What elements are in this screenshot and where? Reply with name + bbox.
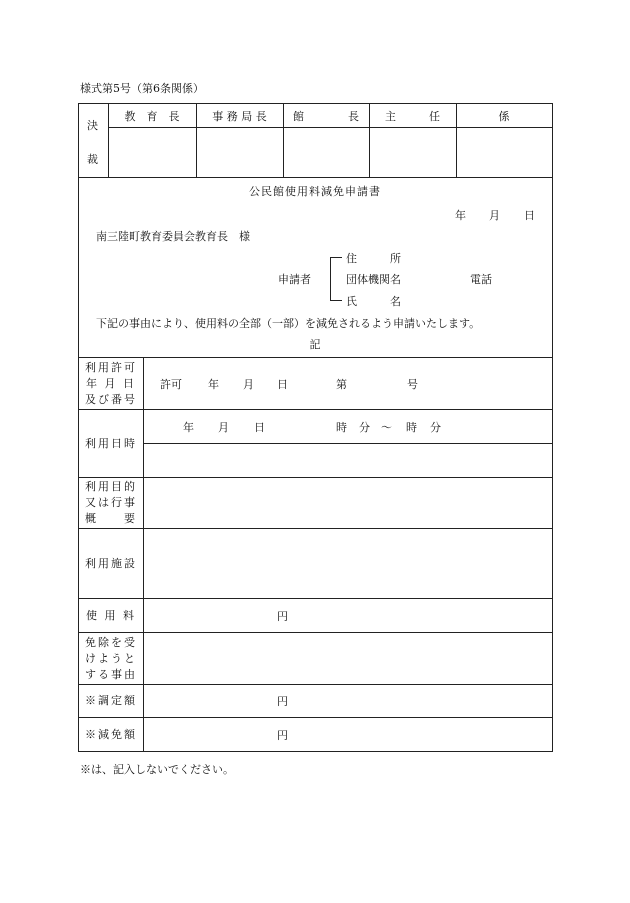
reason-label-line: する事由 bbox=[85, 667, 137, 681]
permit-no-prefix: 第 bbox=[336, 378, 347, 391]
approval-label-2: 裁 bbox=[87, 153, 98, 166]
date-year: 年 bbox=[455, 209, 466, 222]
applicant-phone: 電話 bbox=[470, 273, 492, 286]
approval-col-staff: 係 bbox=[498, 109, 510, 123]
applicant-label: 申請者 bbox=[278, 273, 311, 286]
purpose-label-line: 利用目的 bbox=[85, 480, 137, 493]
datetime-min-end: 分 bbox=[430, 421, 441, 434]
datetime-month: 月 bbox=[218, 421, 229, 434]
permit-text: 許可 bbox=[160, 378, 182, 391]
purpose-label-line: 概 要 bbox=[85, 512, 137, 525]
permit-label bbox=[79, 358, 143, 409]
reduction-label: ※減免額 bbox=[85, 727, 137, 741]
applicant-name: 氏 名 bbox=[346, 295, 401, 308]
approval-col-hall-chief: 館 長 bbox=[293, 109, 359, 123]
reason-label-line: 免除を受 bbox=[85, 635, 137, 649]
datetime-hour-start: 時 bbox=[336, 421, 347, 434]
assessed-label: ※調定額 bbox=[85, 694, 137, 707]
footnote: ※は、記入しないでください。 bbox=[80, 763, 234, 776]
date-day: 日 bbox=[524, 209, 535, 222]
date-month: 月 bbox=[489, 209, 500, 222]
datetime-min-start: 分 bbox=[359, 421, 370, 434]
permit-label-line: 年 月 日 bbox=[86, 376, 136, 390]
fee-yen: 円 bbox=[277, 610, 288, 623]
permit-no-suffix: 号 bbox=[407, 378, 418, 391]
form-title: 公民館使用料減免申請書 bbox=[249, 185, 381, 198]
datetime-tilde: ～ bbox=[381, 421, 392, 434]
applicant-address: 住 所 bbox=[346, 252, 401, 265]
datetime-year: 年 bbox=[183, 421, 194, 434]
approval-col-director: 事 務 局 長 bbox=[212, 109, 267, 123]
permit-month: 月 bbox=[243, 378, 254, 391]
permit-year: 年 bbox=[208, 378, 219, 391]
approval-label-1: 決 bbox=[87, 119, 98, 132]
permit-day: 日 bbox=[277, 378, 288, 391]
fee-label: 使 用 料 bbox=[86, 608, 136, 622]
approval-col-supervisor: 主 任 bbox=[385, 109, 440, 123]
ki-mark: 記 bbox=[309, 338, 321, 351]
datetime-day: 日 bbox=[254, 421, 265, 434]
addressee: 南三陸町教育委員会教育長 様 bbox=[96, 230, 250, 243]
reason-label-line: けようと bbox=[85, 651, 137, 665]
permit-label-line: 利用許可 bbox=[85, 360, 137, 374]
approval-col-superintendent: 教 育 長 bbox=[124, 109, 180, 123]
assessed-yen: 円 bbox=[277, 695, 288, 708]
facility-label: 利用施設 bbox=[85, 556, 137, 570]
datetime-hour-end: 時 bbox=[406, 421, 417, 434]
applicant-org: 団体機関名 bbox=[346, 273, 401, 286]
reason-label bbox=[79, 633, 143, 684]
permit-label-line: 及び番号 bbox=[85, 392, 137, 406]
form-number: 様式第5号（第6条関係） bbox=[80, 82, 204, 95]
datetime-label: 利用日時 bbox=[85, 436, 137, 450]
request-text: 下記の事由により、使用料の全部（一部）を減免されるよう申請いたします。 bbox=[96, 317, 481, 330]
reduction-yen: 円 bbox=[277, 729, 288, 742]
purpose-label bbox=[79, 478, 143, 528]
purpose-label-line: 又は行事 bbox=[85, 496, 137, 509]
